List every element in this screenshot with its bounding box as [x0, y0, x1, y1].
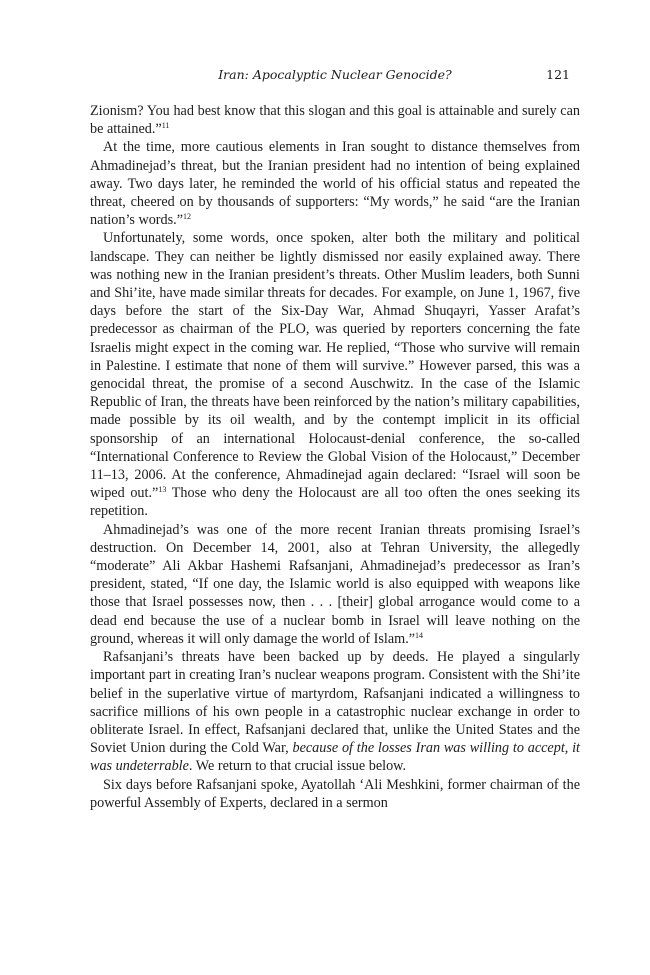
- paragraph-text: At the time, more cautious elements in Iran sought to distance themselves from Ahmadinejad’s threat, but the Iranian president had no intention of being explained away. Two days later, he reminded the world of his official status and repeated the threat, cheered on by thousands of supporters: “My words,” he said “are the Iranian nation’s words.”: [90, 139, 580, 229]
- body-text: [90, 102, 580, 812]
- paragraph-text: Unfortunately, some words, once spoken, alter both the military and political landscape. They can neither be lightly dismissed nor easily explained away. There was nothing new in the Iranian president’s threats. Other Muslim leaders, both Sunni and Shi’ite, have made similar threats for decades. For example, on June 1, 1967, five days before the start of the Six-Day War, Ahmad Shuqayri, Yasser Arafat’s predecessor as chairman of the PLO, was queried by reporters concerning the fate Israelis might expect in the coming war. He replied, “Those who survive will remain in Palestine. I estimate that none of them will survive.” However parsed, this was a genocidal threat, the promise of a second Auschwitz. In the case of the Islamic Republic of Iran, the threats have been reinforced by the nation’s military capabilities, made possible by its oil wealth, and by the contempt implicit in its official sponsorship of an international Holocaust-denial conference, the so-called “International Conference to Review the Global Vision of the Holocaust,” December 11–13, 2006. At the conference, Ahmadinejad again declared: “Israel will soon be wiped out.”: [90, 230, 580, 502]
- footnote-ref-12: 12: [183, 212, 191, 222]
- footnote-ref-11: 11: [161, 121, 170, 131]
- paragraph-text: Rafsanjani’s threats have been backed up by deeds. He played a singularly important part in creating Iran’s nuclear weapons program. Consistent with the Shi’ite belief in the superlative virtue of martyrdom, Rafsanjani indicated a willingness to sacrifice millions of his own people in a catastrophic nuclear exchange in order to obliterate Israel. In effect, Rafsanjani declared that, unlike the United States and the Soviet Union during the Cold War,: [90, 649, 580, 757]
- footnote-ref-14: 14: [415, 630, 424, 640]
- paragraph-text: Zionism? You had best know that this slogan and this goal is attainable and surely can be attained.”: [90, 103, 580, 138]
- footnote-ref-13: 13: [158, 485, 167, 495]
- paragraph-text: Those who deny the Holocaust are all too often the ones seeking its repetition.: [90, 485, 580, 520]
- paragraph-text: . We return to that crucial issue below.: [188, 758, 407, 775]
- running-head: Iran: Apocalyptic Nuclear Genocide?: [218, 67, 452, 82]
- paragraph-2: [90, 138, 580, 229]
- paragraph-1: [90, 102, 580, 138]
- paragraph-3: [90, 229, 580, 520]
- paragraph-text: Six days before Rafsanjani spoke, Ayatollah ‘Ali Meshkini, former chairman of the powerful Assembly of Experts, declared in a sermon: [90, 776, 580, 811]
- paragraph-5: [90, 648, 580, 775]
- paragraph-4: [90, 521, 580, 648]
- page-number: 121: [546, 67, 570, 82]
- page-header: [90, 67, 580, 87]
- paragraph-6: [90, 776, 580, 812]
- italic-emphasis: because of the losses Iran was willing to accept, it was undeterrable: [90, 740, 580, 775]
- paragraph-text: Ahmadinejad’s was one of the more recent Iranian threats promising Israel’s destruction. On December 14, 2001, also at Tehran University, the allegedly “moderate” Ali Akbar Hashemi Rafsanjani, Ahmadinejad’s predecessor as Iran’s president, stated, “If one day, the Islamic world is also equipped with weapons like those that Israel possesses now, then . . . [their] global arrogance would come to a dead end because the use of a nuclear bomb in Israel will leave nothing on the ground, whereas it will only damage the world of Islam.”: [90, 521, 580, 647]
